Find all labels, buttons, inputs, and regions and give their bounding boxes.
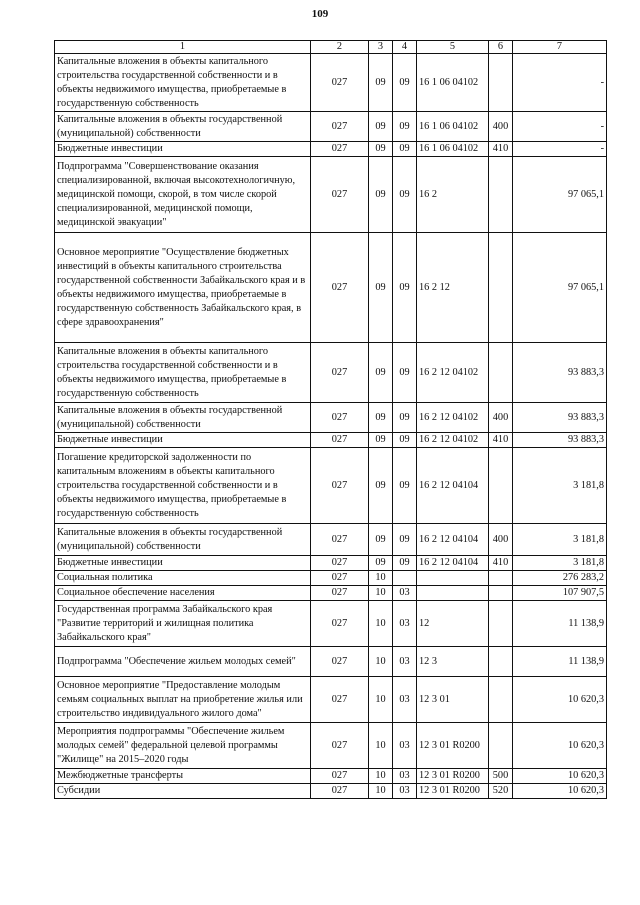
column-number: 4	[393, 41, 417, 54]
row-name: Подпрограмма "Совершенствование оказания специализированной, включая высокотехнологичную, медицинской помощи, скорой, в том числе скорой специализированной, медицинской помощи, медицинской эвакуации"	[55, 157, 311, 233]
row-name: Основное мероприятие "Предоставление молодым семьям социальных выплат на приобретение жилья или строительство индивидуального жилого дома"	[55, 677, 311, 723]
row-target-article: 16 2 12	[417, 233, 489, 343]
row-target-article: 16 2	[417, 157, 489, 233]
row-target-article: 16 1 06 04102	[417, 142, 489, 157]
row-section-code: 09	[369, 233, 393, 343]
row-amount: 3 181,8	[513, 556, 607, 571]
row-subsection-code: 03	[393, 647, 417, 677]
row-subsection-code: 03	[393, 769, 417, 784]
row-amount: 11 138,9	[513, 601, 607, 647]
row-expense-type	[489, 343, 513, 403]
row-expense-type	[489, 677, 513, 723]
column-number: 2	[311, 41, 369, 54]
column-number: 6	[489, 41, 513, 54]
row-amount: 11 138,9	[513, 647, 607, 677]
row-amount: 93 883,3	[513, 343, 607, 403]
row-grbs-code: 027	[311, 433, 369, 448]
row-target-article: 16 2 12 04102	[417, 343, 489, 403]
row-amount: 3 181,8	[513, 448, 607, 524]
row-name: Социальное обеспечение населения	[55, 586, 311, 601]
row-section-code: 09	[369, 343, 393, 403]
column-number: 3	[369, 41, 393, 54]
row-target-article: 12 3 01 R0200	[417, 723, 489, 769]
row-grbs-code: 027	[311, 233, 369, 343]
row-name: Субсидии	[55, 784, 311, 799]
row-expense-type: 410	[489, 433, 513, 448]
row-expense-type	[489, 54, 513, 112]
page-number: 109	[311, 8, 329, 20]
row-amount: 93 883,3	[513, 433, 607, 448]
table-row	[55, 403, 607, 433]
column-number: 5	[417, 41, 489, 54]
row-subsection-code	[393, 571, 417, 586]
table-row	[55, 784, 607, 799]
row-name: Капитальные вложения в объекты государственной (муниципальной) собственности	[55, 403, 311, 433]
row-subsection-code: 03	[393, 677, 417, 723]
row-subsection-code: 09	[393, 157, 417, 233]
row-target-article: 16 2 12 04102	[417, 433, 489, 448]
row-section-code: 09	[369, 157, 393, 233]
row-expense-type	[489, 448, 513, 524]
row-expense-type	[489, 586, 513, 601]
row-subsection-code: 09	[393, 433, 417, 448]
row-amount: 97 065,1	[513, 157, 607, 233]
row-grbs-code: 027	[311, 112, 369, 142]
row-subsection-code: 09	[393, 112, 417, 142]
row-expense-type: 410	[489, 556, 513, 571]
row-name: Межбюджетные трансферты	[55, 769, 311, 784]
row-subsection-code: 09	[393, 524, 417, 556]
row-amount: 10 620,3	[513, 784, 607, 799]
row-grbs-code: 027	[311, 586, 369, 601]
table-row	[55, 142, 607, 157]
row-expense-type: 500	[489, 769, 513, 784]
row-grbs-code: 027	[311, 769, 369, 784]
row-name: Государственная программа Забайкальского края "Развитие территорий и жилищная политика Забайкальского края"	[55, 601, 311, 647]
budget-table	[54, 40, 607, 799]
row-expense-type: 400	[489, 403, 513, 433]
table-row	[55, 448, 607, 524]
row-section-code: 09	[369, 524, 393, 556]
row-amount: 10 620,3	[513, 769, 607, 784]
row-amount: -	[513, 112, 607, 142]
row-expense-type	[489, 157, 513, 233]
row-section-code: 10	[369, 571, 393, 586]
row-section-code: 10	[369, 677, 393, 723]
row-grbs-code: 027	[311, 54, 369, 112]
table-row	[55, 677, 607, 723]
row-grbs-code: 027	[311, 448, 369, 524]
column-number: 7	[513, 41, 607, 54]
row-target-article	[417, 571, 489, 586]
row-name: Капитальные вложения в объекты государственной (муниципальной) собственности	[55, 524, 311, 556]
row-amount: -	[513, 54, 607, 112]
row-expense-type: 410	[489, 142, 513, 157]
row-target-article: 16 1 06 04102	[417, 54, 489, 112]
row-section-code: 10	[369, 647, 393, 677]
row-section-code: 10	[369, 784, 393, 799]
row-name: Капитальные вложения в объекты капитального строительства государственной собственности и в объекты недвижимого имущества, приобретаемые в государственную собственность	[55, 54, 311, 112]
row-grbs-code: 027	[311, 784, 369, 799]
row-section-code: 10	[369, 601, 393, 647]
row-amount: 107 907,5	[513, 586, 607, 601]
row-expense-type: 400	[489, 112, 513, 142]
row-section-code: 10	[369, 723, 393, 769]
row-section-code: 09	[369, 112, 393, 142]
row-name: Основное мероприятие "Осуществление бюджетных инвестиций в объекты капитального строительства государственной собственности Забайкальского края и в объекты недвижимого имущества, приобретаемые в государственную собственность Забайкальского края, в сфере здравоохранения"	[55, 233, 311, 343]
row-amount: 93 883,3	[513, 403, 607, 433]
row-grbs-code: 027	[311, 723, 369, 769]
row-subsection-code: 09	[393, 142, 417, 157]
row-name: Бюджетные инвестиции	[55, 556, 311, 571]
table-row	[55, 556, 607, 571]
row-section-code: 09	[369, 54, 393, 112]
row-grbs-code: 027	[311, 647, 369, 677]
row-grbs-code: 027	[311, 157, 369, 233]
row-expense-type	[489, 233, 513, 343]
row-name: Социальная политика	[55, 571, 311, 586]
row-grbs-code: 027	[311, 601, 369, 647]
row-target-article: 16 2 12 04104	[417, 448, 489, 524]
row-name: Бюджетные инвестиции	[55, 433, 311, 448]
table-row	[55, 112, 607, 142]
row-section-code: 09	[369, 448, 393, 524]
row-grbs-code: 027	[311, 343, 369, 403]
row-subsection-code: 09	[393, 556, 417, 571]
row-target-article: 12 3 01	[417, 677, 489, 723]
row-amount: 10 620,3	[513, 677, 607, 723]
row-grbs-code: 027	[311, 524, 369, 556]
table-row	[55, 571, 607, 586]
row-subsection-code: 03	[393, 601, 417, 647]
row-subsection-code: 09	[393, 343, 417, 403]
row-section-code: 09	[369, 142, 393, 157]
row-subsection-code: 03	[393, 784, 417, 799]
table-row	[55, 769, 607, 784]
row-expense-type	[489, 601, 513, 647]
row-name: Мероприятия подпрограммы "Обеспечение жильем молодых семей" федеральной целевой программы "Жилище" на 2015–2020 годы	[55, 723, 311, 769]
row-name: Бюджетные инвестиции	[55, 142, 311, 157]
row-expense-type	[489, 647, 513, 677]
row-target-article	[417, 586, 489, 601]
row-expense-type	[489, 723, 513, 769]
row-name: Подпрограмма "Обеспечение жильем молодых семей"	[55, 647, 311, 677]
row-subsection-code: 03	[393, 586, 417, 601]
row-target-article: 16 1 06 04102	[417, 112, 489, 142]
row-expense-type: 400	[489, 524, 513, 556]
row-grbs-code: 027	[311, 556, 369, 571]
row-subsection-code: 09	[393, 448, 417, 524]
row-target-article: 16 2 12 04102	[417, 403, 489, 433]
table-row	[55, 233, 607, 343]
row-amount: -	[513, 142, 607, 157]
row-amount: 10 620,3	[513, 723, 607, 769]
table-row	[55, 723, 607, 769]
row-section-code: 09	[369, 403, 393, 433]
row-grbs-code: 027	[311, 403, 369, 433]
row-section-code: 09	[369, 556, 393, 571]
row-section-code: 09	[369, 433, 393, 448]
row-amount: 276 283,2	[513, 571, 607, 586]
row-subsection-code: 03	[393, 723, 417, 769]
table-row	[55, 647, 607, 677]
row-target-article: 12	[417, 601, 489, 647]
row-expense-type: 520	[489, 784, 513, 799]
row-expense-type	[489, 571, 513, 586]
table-row	[55, 157, 607, 233]
row-grbs-code: 027	[311, 571, 369, 586]
row-target-article: 12 3	[417, 647, 489, 677]
row-target-article: 12 3 01 R0200	[417, 769, 489, 784]
row-subsection-code: 09	[393, 54, 417, 112]
table-row	[55, 433, 607, 448]
row-name: Погашение кредиторской задолженности по капитальным вложениям в объекты капитального строительства государственной собственности и в объекты недвижимого имущества, приобретаемые в государственную собственность	[55, 448, 311, 524]
row-section-code: 10	[369, 769, 393, 784]
column-number: 1	[55, 41, 311, 54]
row-section-code: 10	[369, 586, 393, 601]
table-row	[55, 586, 607, 601]
row-grbs-code: 027	[311, 677, 369, 723]
row-subsection-code: 09	[393, 403, 417, 433]
table-row	[55, 54, 607, 112]
row-target-article: 16 2 12 04104	[417, 556, 489, 571]
table-row	[55, 524, 607, 556]
column-number-row	[55, 41, 607, 54]
row-target-article: 16 2 12 04104	[417, 524, 489, 556]
row-amount: 97 065,1	[513, 233, 607, 343]
table-row	[55, 601, 607, 647]
row-grbs-code: 027	[311, 142, 369, 157]
table-row	[55, 343, 607, 403]
row-subsection-code: 09	[393, 233, 417, 343]
row-name: Капитальные вложения в объекты капитального строительства государственной собственности и в объекты недвижимого имущества, приобретаемые в государственную собственность	[55, 343, 311, 403]
row-amount: 3 181,8	[513, 524, 607, 556]
row-name: Капитальные вложения в объекты государственной (муниципальной) собственности	[55, 112, 311, 142]
row-target-article: 12 3 01 R0200	[417, 784, 489, 799]
